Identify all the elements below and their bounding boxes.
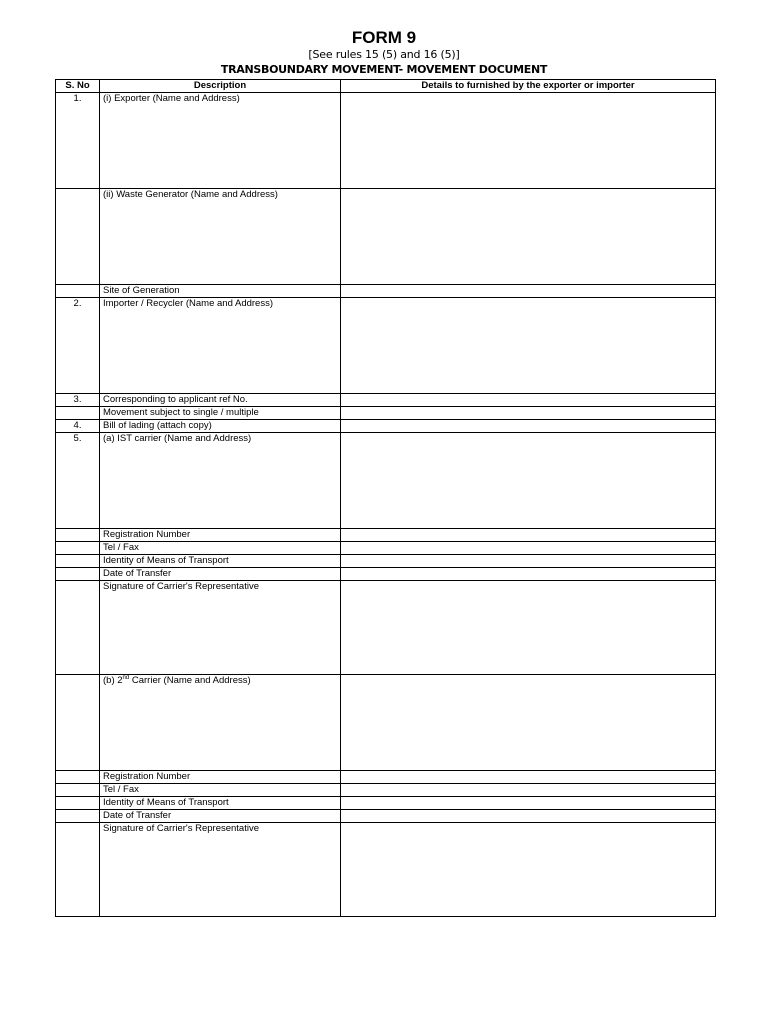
description-cell: Identity of Means of Transport bbox=[100, 797, 341, 810]
sno-cell bbox=[56, 675, 100, 771]
table-row bbox=[56, 298, 716, 394]
column-header-sno: S. No bbox=[56, 80, 100, 93]
details-field[interactable] bbox=[341, 823, 716, 917]
sno-cell bbox=[56, 810, 100, 823]
sno-cell bbox=[56, 771, 100, 784]
details-field[interactable] bbox=[341, 189, 716, 285]
description-cell: Bill of lading (attach copy) bbox=[100, 420, 341, 433]
details-field[interactable] bbox=[341, 420, 716, 433]
table-row bbox=[56, 285, 716, 298]
table-row bbox=[56, 542, 716, 555]
details-field[interactable] bbox=[341, 555, 716, 568]
description-cell: Corresponding to applicant ref No. bbox=[100, 394, 341, 407]
table-row bbox=[56, 433, 716, 529]
description-cell bbox=[100, 675, 341, 771]
details-field[interactable] bbox=[341, 581, 716, 675]
table-row bbox=[56, 771, 716, 784]
second-carrier-ordinal: nd bbox=[122, 674, 130, 681]
details-field[interactable] bbox=[341, 394, 716, 407]
table-row bbox=[56, 810, 716, 823]
description-cell: Signature of Carrier's Representative bbox=[100, 581, 341, 675]
description-cell: Tel / Fax bbox=[100, 542, 341, 555]
details-field[interactable] bbox=[341, 568, 716, 581]
table-row bbox=[56, 784, 716, 797]
table-row bbox=[56, 581, 716, 675]
sno-cell bbox=[56, 542, 100, 555]
table-row bbox=[56, 93, 716, 189]
details-field[interactable] bbox=[341, 529, 716, 542]
sno-cell bbox=[56, 797, 100, 810]
table-row bbox=[56, 797, 716, 810]
form-subtitle: TRANSBOUNDARY MOVEMENT- MOVEMENT DOCUMENT bbox=[220, 63, 548, 76]
table-row bbox=[56, 568, 716, 581]
movement-document-table bbox=[55, 79, 716, 917]
form-title: FORM 9 bbox=[351, 28, 417, 47]
description-cell: Registration Number bbox=[100, 771, 341, 784]
sno-cell bbox=[56, 784, 100, 797]
description-cell: (ii) Waste Generator (Name and Address) bbox=[100, 189, 341, 285]
sno-cell bbox=[56, 823, 100, 917]
table-row bbox=[56, 420, 716, 433]
description-cell: Movement subject to single / multiple bbox=[100, 407, 341, 420]
details-field[interactable] bbox=[341, 407, 716, 420]
details-field[interactable] bbox=[341, 285, 716, 298]
description-cell: Tel / Fax bbox=[100, 784, 341, 797]
sno-cell: 3. bbox=[56, 394, 100, 407]
description-cell: Signature of Carrier's Representative bbox=[100, 823, 341, 917]
details-field[interactable] bbox=[341, 771, 716, 784]
table-row bbox=[56, 529, 716, 542]
sno-cell bbox=[56, 189, 100, 285]
description-cell: (i) Exporter (Name and Address) bbox=[100, 93, 341, 189]
sno-cell bbox=[56, 555, 100, 568]
sno-cell: 5. bbox=[56, 433, 100, 529]
details-field[interactable] bbox=[341, 675, 716, 771]
second-carrier-prefix: (b) 2 bbox=[103, 675, 123, 686]
description-cell: Registration Number bbox=[100, 529, 341, 542]
details-field[interactable] bbox=[341, 810, 716, 823]
form-rules: [See rules 15 (5) and 16 (5)] bbox=[308, 48, 460, 61]
description-cell: Site of Generation bbox=[100, 285, 341, 298]
sno-cell bbox=[56, 529, 100, 542]
details-field[interactable] bbox=[341, 298, 716, 394]
description-cell: Date of Transfer bbox=[100, 568, 341, 581]
table-row bbox=[56, 675, 716, 771]
sno-cell bbox=[56, 285, 100, 298]
details-field[interactable] bbox=[341, 784, 716, 797]
column-header-details: Details to furnished by the exporter or importer bbox=[341, 80, 716, 93]
table-row bbox=[56, 555, 716, 568]
sno-cell: 1. bbox=[56, 93, 100, 189]
sno-cell bbox=[56, 581, 100, 675]
description-cell: Importer / Recycler (Name and Address) bbox=[100, 298, 341, 394]
details-field[interactable] bbox=[341, 433, 716, 529]
sno-cell bbox=[56, 568, 100, 581]
table-row bbox=[56, 189, 716, 285]
column-header-description: Description bbox=[100, 80, 341, 93]
sno-cell: 2. bbox=[56, 298, 100, 394]
description-cell: (a) IST carrier (Name and Address) bbox=[100, 433, 341, 529]
details-field[interactable] bbox=[341, 542, 716, 555]
table-row bbox=[56, 407, 716, 420]
details-field[interactable] bbox=[341, 797, 716, 810]
second-carrier-suffix: Carrier (Name and Address) bbox=[129, 675, 251, 686]
table-row bbox=[56, 394, 716, 407]
table-header-row bbox=[56, 80, 716, 93]
sno-cell: 4. bbox=[56, 420, 100, 433]
table-row bbox=[56, 823, 716, 917]
sno-cell bbox=[56, 407, 100, 420]
description-cell: Identity of Means of Transport bbox=[100, 555, 341, 568]
description-cell: Date of Transfer bbox=[100, 810, 341, 823]
details-field[interactable] bbox=[341, 93, 716, 189]
